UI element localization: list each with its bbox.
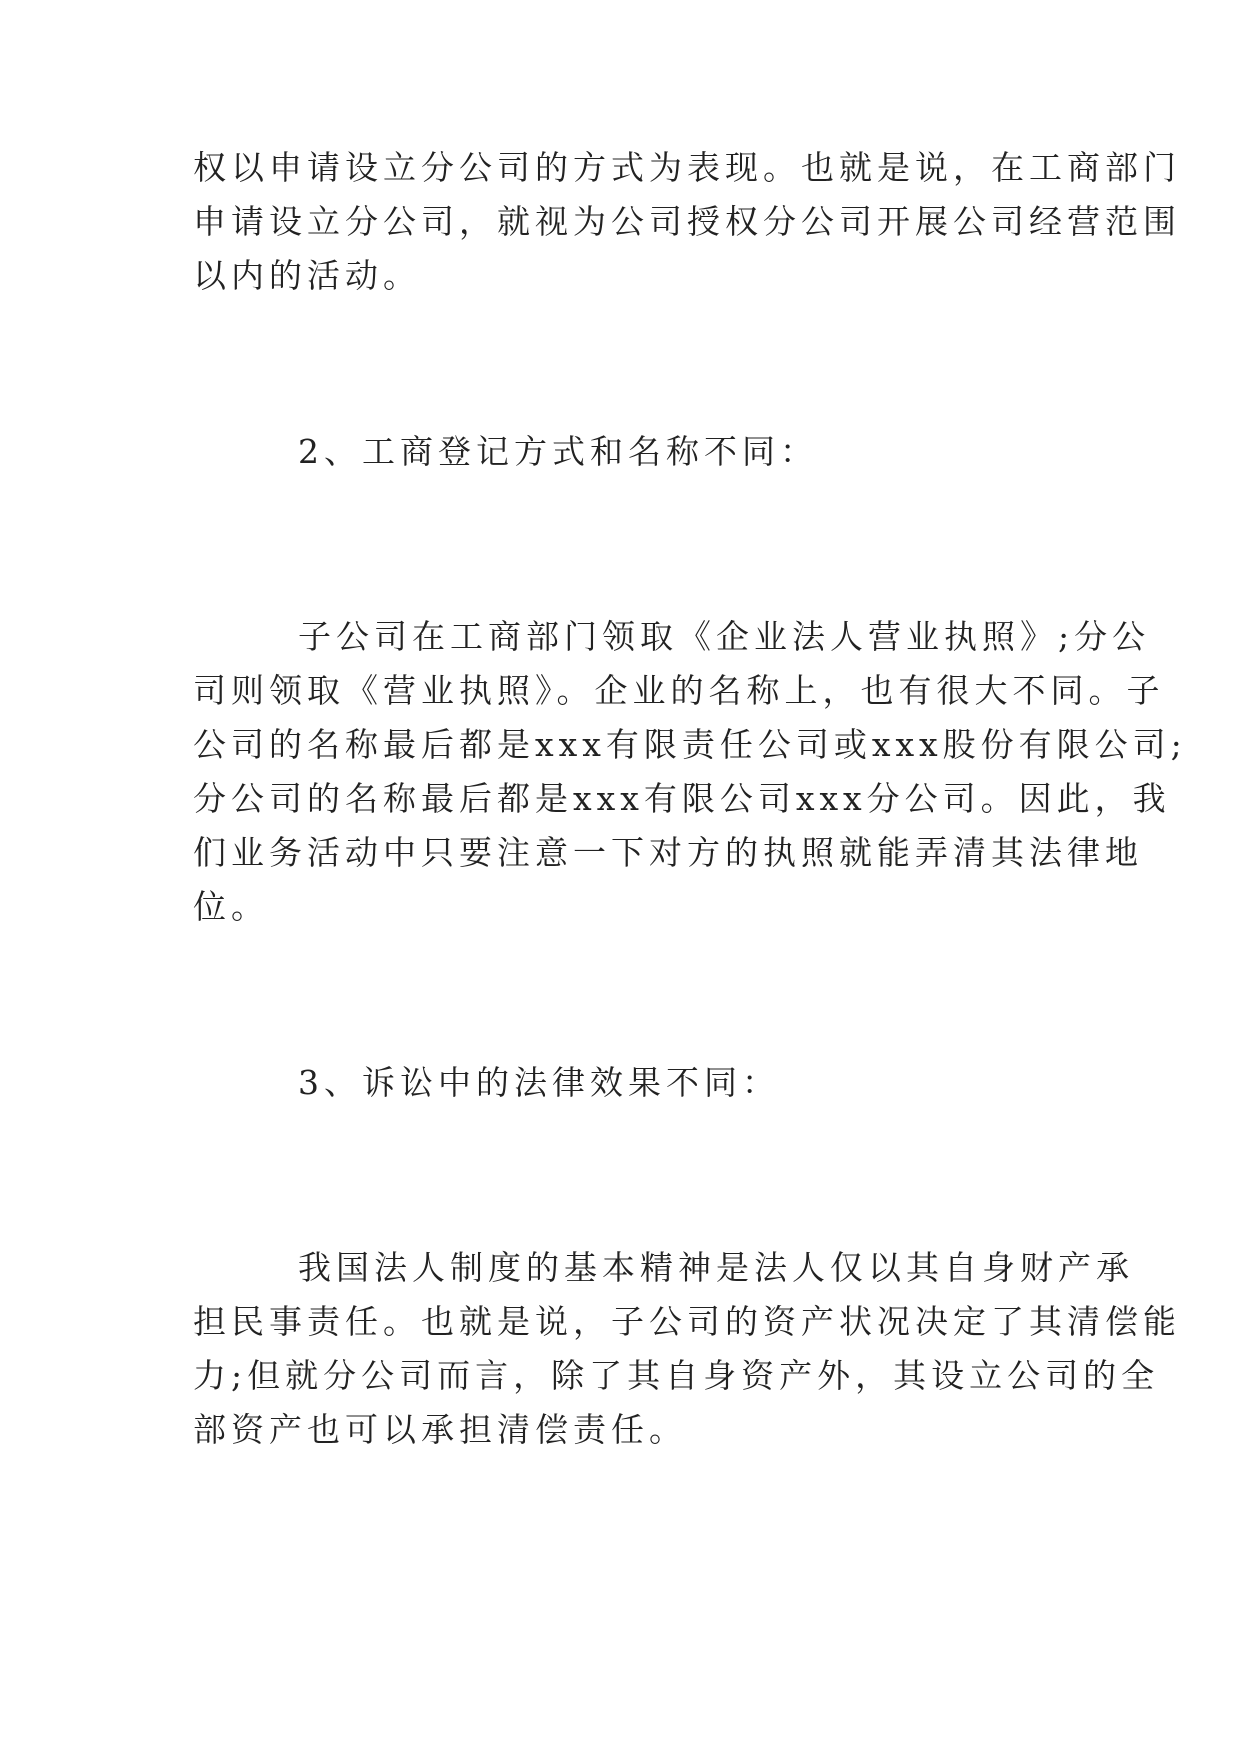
- paragraph-line: 公司的名称最后都是xxx有限责任公司或xxx股份有限公司;: [193, 725, 1187, 764]
- paragraph-line: 权以申请设立分公司的方式为表现。也就是说，在工商部门: [193, 148, 1181, 187]
- paragraph-line: 司则领取《营业执照》。企业的名称上，也有很大不同。子: [193, 671, 1165, 710]
- section-heading: 3、诉讼中的法律效果不同：: [298, 1063, 780, 1102]
- paragraph-line: 子公司在工商部门领取《企业法人营业执照》;分公: [298, 617, 1151, 656]
- paragraph-line: 分公司的名称最后都是xxx有限公司xxx分公司。因此，我: [193, 779, 1171, 818]
- paragraph-line: 力;但就分公司而言，除了其自身资产外，其设立公司的全: [193, 1356, 1160, 1395]
- paragraph-line: 我国法人制度的基本精神是法人仅以其自身财产承: [298, 1248, 1134, 1287]
- paragraph-line: 担民事责任。也就是说，子公司的资产状况决定了其清偿能: [193, 1302, 1181, 1341]
- paragraph-line: 以内的活动。: [193, 256, 421, 295]
- paragraph-line: 们业务活动中只要注意一下对方的执照就能弄清其法律地: [193, 833, 1143, 872]
- section-heading: 2、工商登记方式和名称不同：: [298, 432, 818, 471]
- paragraph-line: 部资产也可以承担清偿责任。: [193, 1410, 687, 1449]
- paragraph-line: 申请设立分公司，就视为公司授权分公司开展公司经营范围: [193, 202, 1181, 241]
- paragraph-line: 位。: [193, 887, 269, 926]
